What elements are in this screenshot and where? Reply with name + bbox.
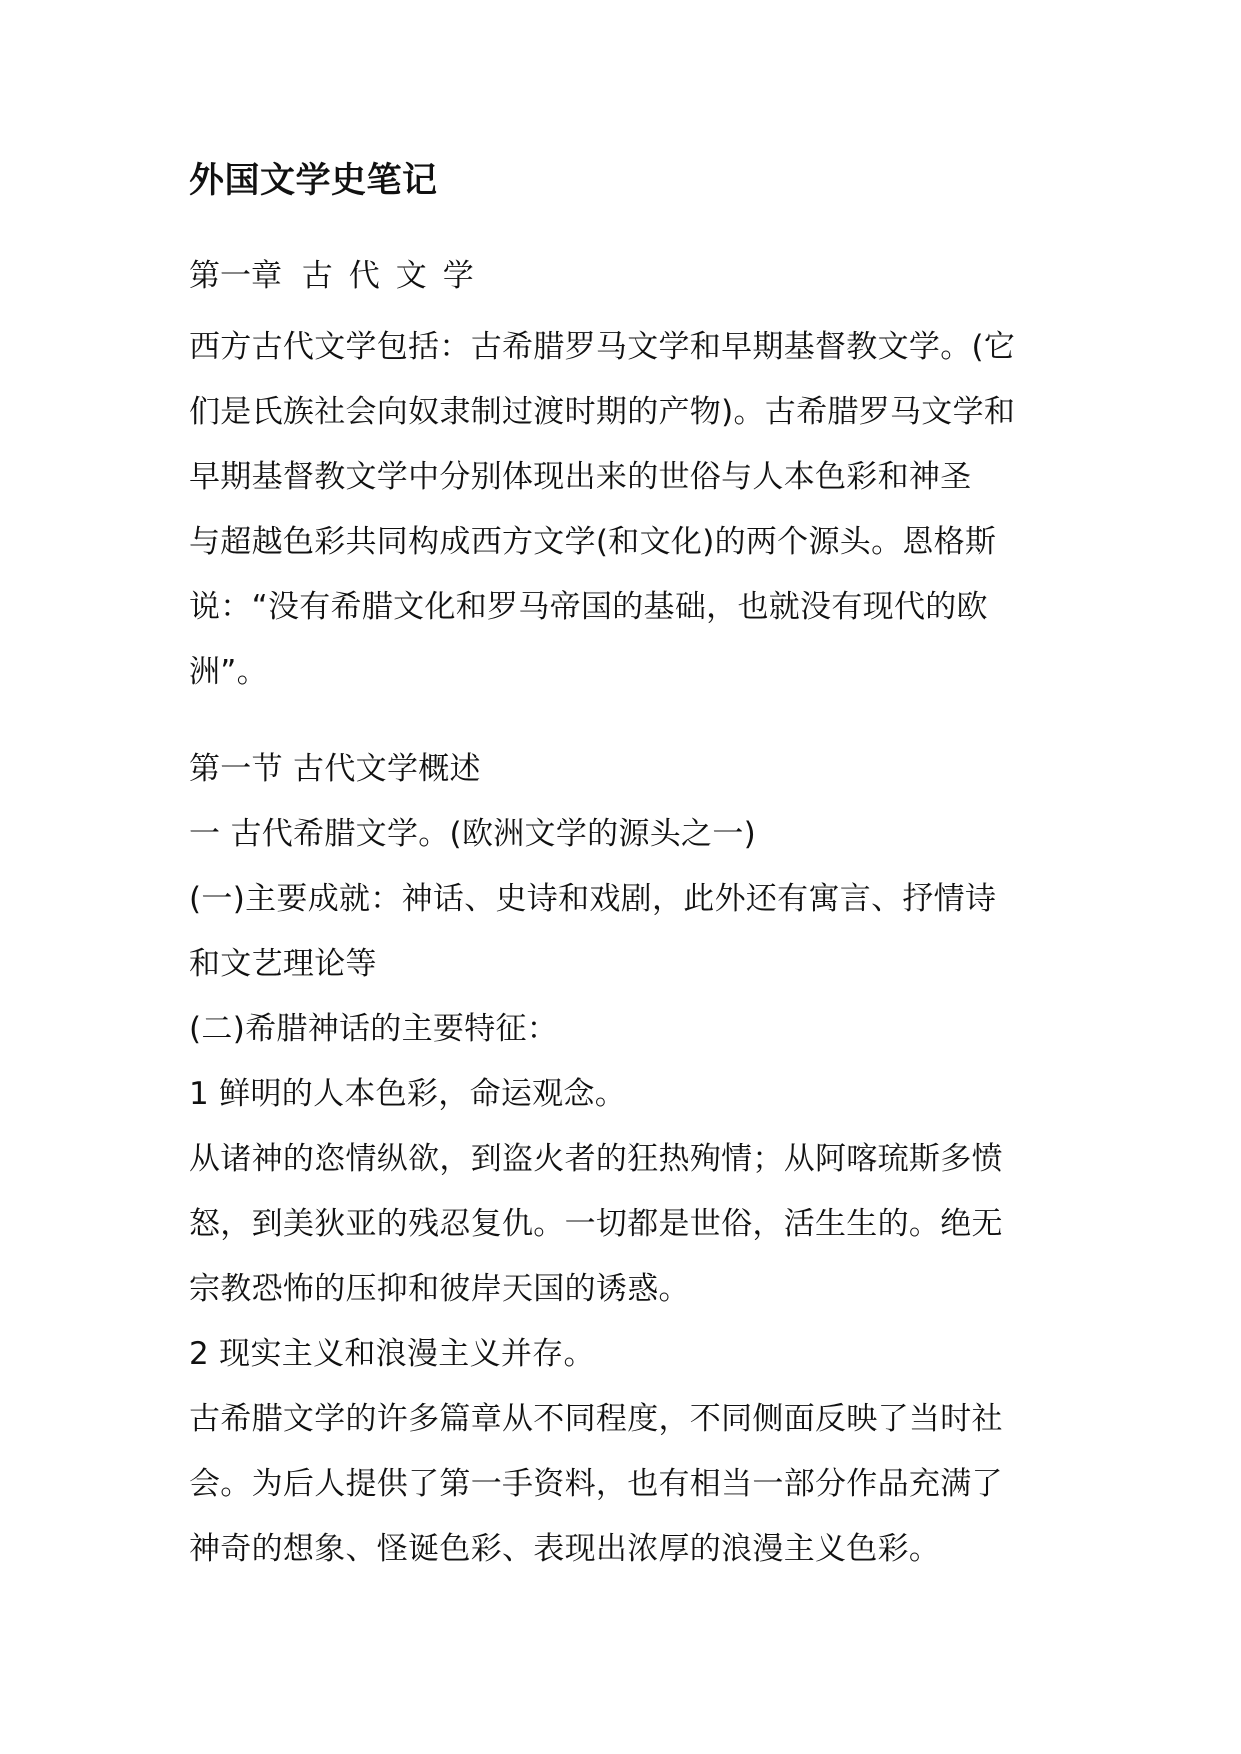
paragraph-line: (二)希腊神话的主要特征： (189, 1011, 559, 1047)
paragraph-line: 宗教恐怖的压抑和彼岸天国的诱惑。 (189, 1271, 690, 1307)
paragraph-line: 们是氏族社会向奴隶制过渡时期的产物)。古希腊罗马文学和 (189, 394, 1016, 430)
subsection-heading: 一 古代希腊文学。(欧洲文学的源头之一) (189, 816, 757, 852)
paragraph-line: 早期基督教文学中分别体现出来的世俗与人本色彩和神圣 (189, 459, 972, 495)
paragraph-line: 西方古代文学包括：古希腊罗马文学和早期基督教文学。(它 (189, 329, 1016, 365)
chapter-heading (189, 256, 1069, 296)
section-heading: 第一节 古代文学概述 (189, 751, 481, 787)
paragraph-line: 和文艺理论等 (189, 946, 377, 982)
document-title: 外国文学史笔记 (189, 161, 438, 201)
paragraph-line: 神奇的想象、怪诞色彩、表现出浓厚的浪漫主义色彩。 (189, 1531, 941, 1567)
paragraph-line: 古希腊文学的许多篇章从不同程度，不同侧面反映了当时社 (189, 1401, 1003, 1437)
chapter-number: 第一章 (189, 258, 282, 294)
paragraph-line: 洲”。 (189, 654, 268, 690)
paragraph-line: (一)主要成就：神话、史诗和戏剧，此外还有寓言、抒情诗 (189, 881, 997, 917)
paragraph-line: 从诸神的恣情纵欲，到盗火者的狂热殉情；从阿喀琉斯多愤 (189, 1141, 1003, 1177)
list-item: 2 现实主义和浪漫主义并存。 (189, 1336, 595, 1372)
paragraph-line: 会。为后人提供了第一手资料，也有相当一部分作品充满了 (189, 1466, 1003, 1502)
list-item: 1 鲜明的人本色彩，命运观念。 (189, 1076, 627, 1112)
chapter-title: 古代文学 (301, 258, 490, 294)
paragraph-line: 怒，到美狄亚的残忍复仇。一切都是世俗，活生生的。绝无 (189, 1206, 1003, 1242)
paragraph-line: 与超越色彩共同构成西方文学(和文化)的两个源头。恩格斯 (189, 524, 997, 560)
paragraph-line: 说：“没有希腊文化和罗马帝国的基础，也就没有现代的欧 (189, 589, 988, 625)
